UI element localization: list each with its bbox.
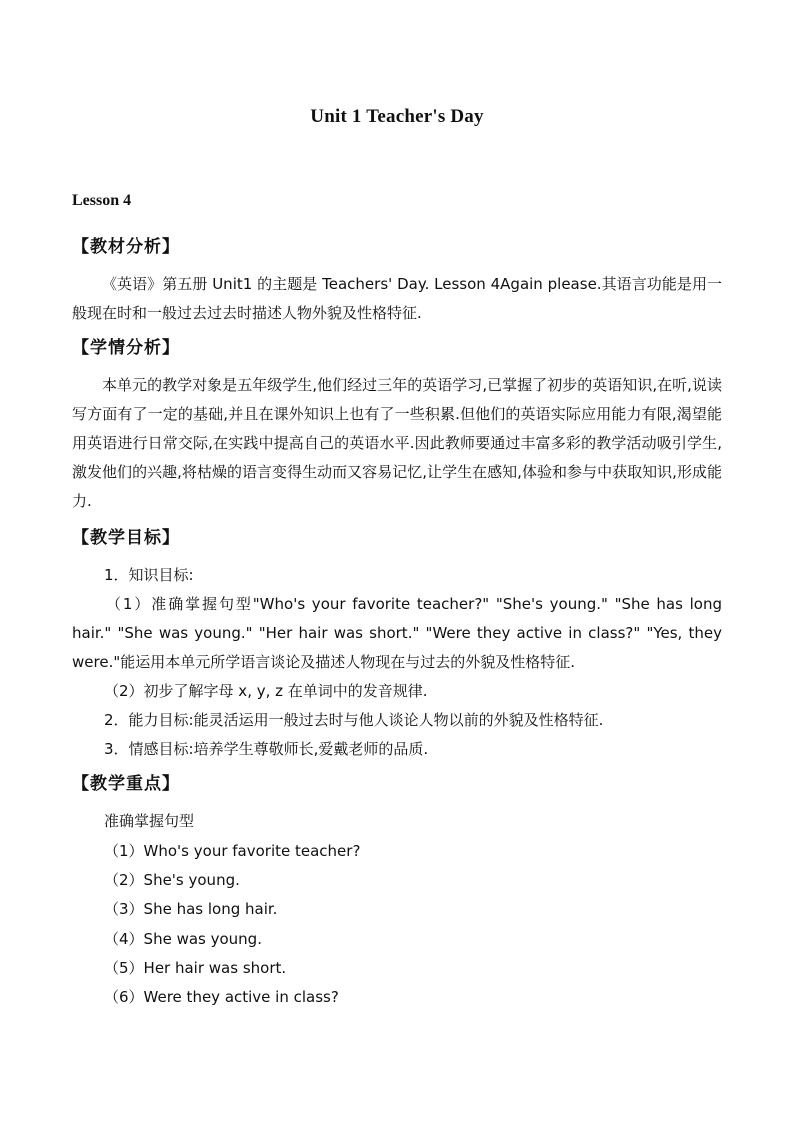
student-analysis-text: 本单元的教学对象是五年级学生,他们经过三年的英语学习,已掌握了初步的英语知识,在听,说读写方面有了一定的基础,并且在课外知识上也有了一些积累.但他们的英语实际应用能力有限,渴望能用英语进行日常交际,在实践中提高自己的英语水平.因此教师要通过丰富多彩的教学活动吸引学生,激发他们的兴趣,将枯燥的语言变得生动而又容易记忆,让学生在感知,体验和参与中获取知识,形成能力.	[72, 376, 722, 510]
ability-goal: 2．能力目标:能灵活运用一般过去时与他人谈论人物以前的外貌及性格特征.	[104, 711, 604, 729]
lesson-label: Lesson 4	[72, 192, 132, 209]
emotion-goal: 3．情感目标:培养学生尊敬师长,爱戴老师的品质.	[104, 740, 429, 758]
heading-teaching-goals: 【教学目标】	[72, 528, 180, 548]
key-point-item: （2）She's young.	[104, 871, 240, 889]
knowledge-goal-item-1: （1）准确掌握句型"Who's your favorite teacher?" "She's young." "She has long hair." "She was young." "Her hair was short." "Were they active in class?" "Yes, they were."能运用本单元所学语言谈论及描述人物现在与过去的外貌及性格特征.	[72, 595, 722, 671]
key-points-intro: 准确掌握句型	[104, 812, 195, 830]
knowledge-goal-label: 1．知识目标:	[104, 566, 194, 584]
key-point-item: （5）Her hair was short.	[104, 959, 287, 977]
heading-student-analysis: 【学情分析】	[72, 338, 180, 358]
page-title: Unit 1 Teacher's Day	[310, 106, 484, 127]
key-point-item: （3）She has long hair.	[104, 900, 278, 918]
heading-key-points: 【教学重点】	[72, 774, 180, 794]
knowledge-goal-item-2: （2）初步了解字母 x, y, z 在单词中的发音规律.	[104, 682, 428, 700]
key-point-item: （4）She was young.	[104, 930, 262, 948]
key-point-item: （6）Were they active in class?	[104, 988, 339, 1006]
material-analysis-text: 《英语》第五册 Unit1 的主题是 Teachers' Day. Lesson 4Again please.其语言功能是用一般现在时和一般过去过去时描述人物外貌及性格特征.	[72, 275, 722, 322]
heading-material-analysis: 【教材分析】	[72, 237, 180, 257]
key-point-item: （1）Who's your favorite teacher?	[104, 842, 361, 860]
